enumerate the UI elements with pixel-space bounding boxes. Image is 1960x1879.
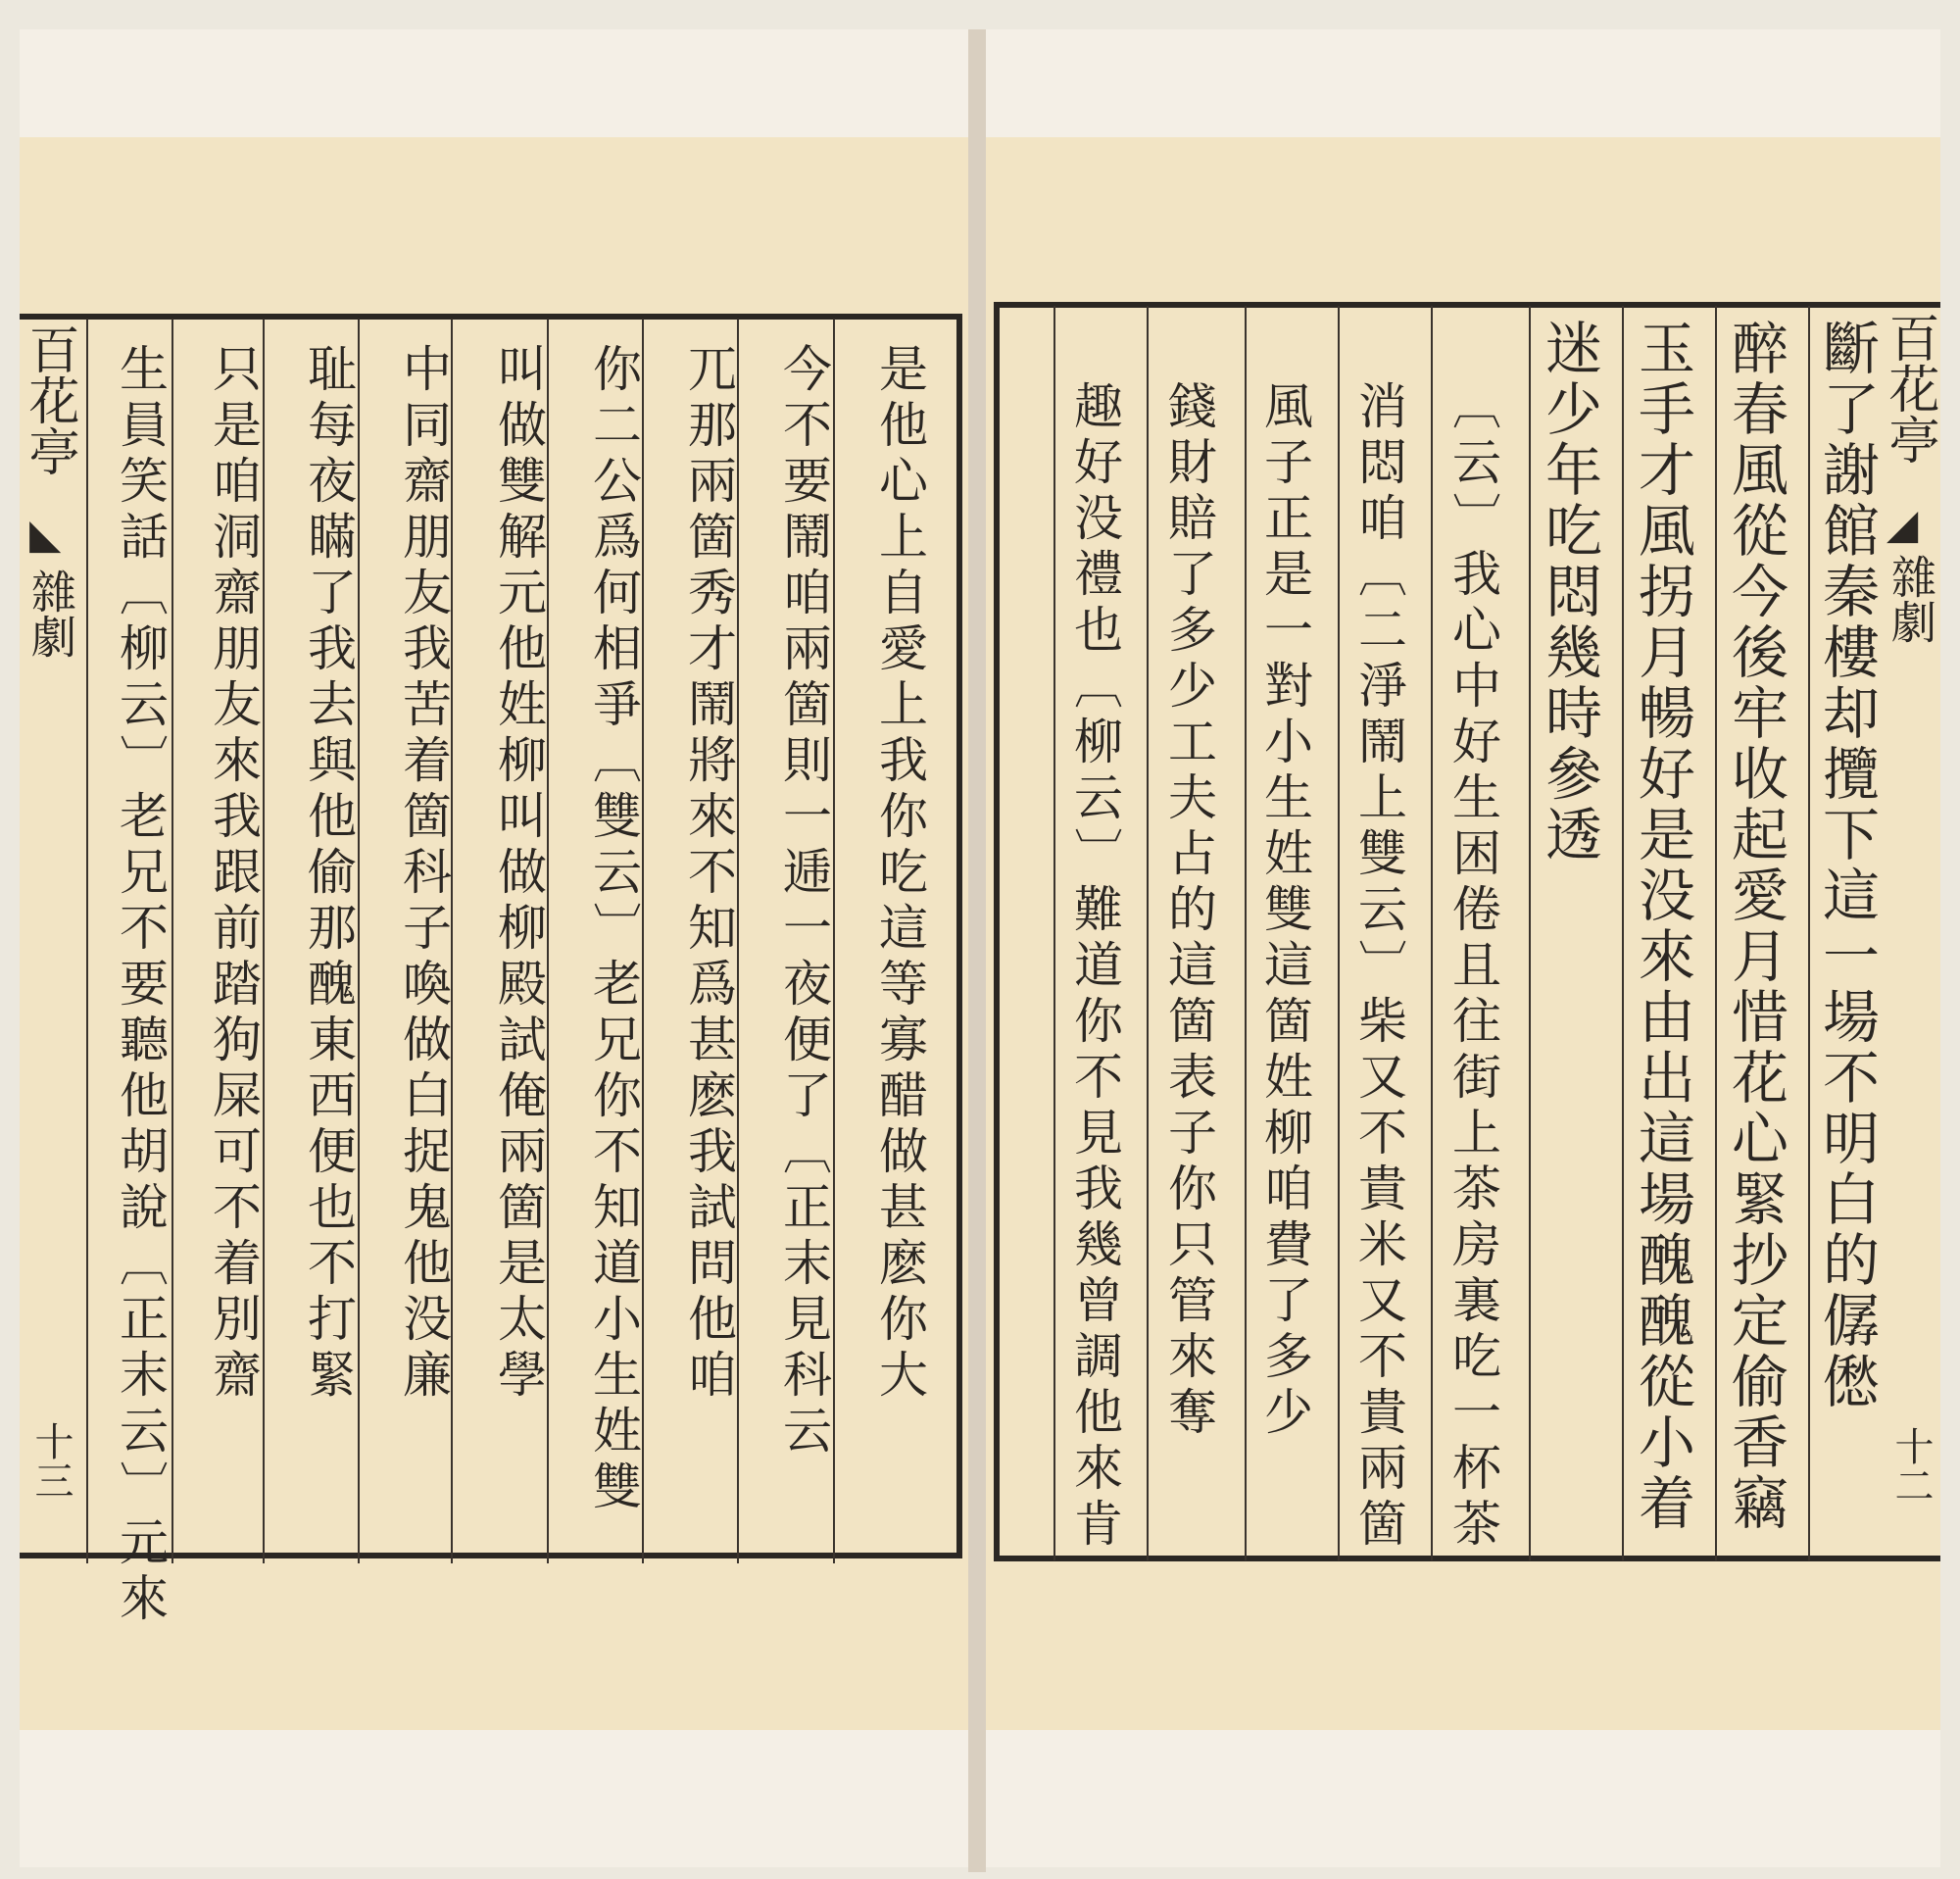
right-text-column-3: 風子正是一對小生姓雙這箇姓柳咱費了多少 [1256, 380, 1313, 1442]
left-bottom-margin [20, 1730, 968, 1867]
right-bottom-margin [986, 1730, 1940, 1867]
left-top-margin [20, 29, 968, 137]
book-spine [968, 29, 986, 1872]
left-text-column-3: 兀那兩箇秀才鬧將來不知爲甚麽我試問他咱 [680, 343, 737, 1405]
left-text-column-2: 今不要鬧咱兩箇則一逓一夜便了〔正末見科云 [775, 343, 832, 1460]
right-text-column-5: 趣好没禮也〔柳云〕難道你不見我幾曾調他來肯 [1066, 380, 1123, 1554]
right-big-column-2: 醉春風從今後牢收起愛月惜花心緊抄定偷香竊 [1722, 319, 1788, 1534]
right-text-column-1: 〔云〕我心中好生困倦且往街上茶房裏吃一杯茶 [1445, 380, 1501, 1554]
left-text-column-1: 是他心上自愛上我你吃這等寡醋做甚麽你大 [871, 343, 928, 1405]
right-text-column-2: 消悶咱〔二淨鬧上雙云〕柴又不貴米又不貴兩箇 [1350, 380, 1407, 1554]
left-text-column-4: 你二公爲何相爭〔雙云〕老兄你不知道小生姓雙 [585, 343, 642, 1516]
left-folio-number: 十三 [28, 1421, 74, 1500]
right-big-column-3: 玉手才風拐月暢好是没來由出這場醜醜從小着 [1629, 319, 1695, 1534]
right-section-label: 雜劇 [1885, 554, 1937, 644]
left-book-title: 百花亭 [20, 323, 78, 476]
right-book-title: 百花亭 [1880, 312, 1938, 465]
right-top-margin [986, 29, 1940, 137]
right-text-column-4: 錢財賠了多少工夫占的這箇表子你只管來奪 [1160, 380, 1217, 1442]
left-text-column-7: 耻每夜瞞了我去與他偷那醜東西便也不打緊 [300, 343, 357, 1405]
left-text-column-5: 叫做雙解元他姓柳叫做柳殿試俺兩箇是太學 [490, 343, 547, 1405]
left-text-column-8: 只是咱洞齋朋友來我跟前踏狗屎可不着別齋 [205, 343, 262, 1405]
left-text-column-9: 生員笑話〔柳云〕老兄不要聽他胡說〔正末云〕元來 [112, 343, 169, 1628]
left-fish-tail-icon: ◣ [29, 510, 62, 558]
right-folio-number: 十二 [1888, 1426, 1934, 1505]
right-fish-tail-icon: ◢ [1886, 500, 1919, 548]
left-text-column-6: 中同齋朋友我苦着箇科子喚做白捉鬼他没廉 [395, 343, 452, 1405]
left-section-label: 雜劇 [24, 569, 77, 659]
right-big-column-1: 斷了謝館秦樓却攬下這一場不明白的僝僽 [1813, 319, 1880, 1412]
right-big-column-4: 迷少年吃悶幾時參透 [1536, 319, 1602, 865]
